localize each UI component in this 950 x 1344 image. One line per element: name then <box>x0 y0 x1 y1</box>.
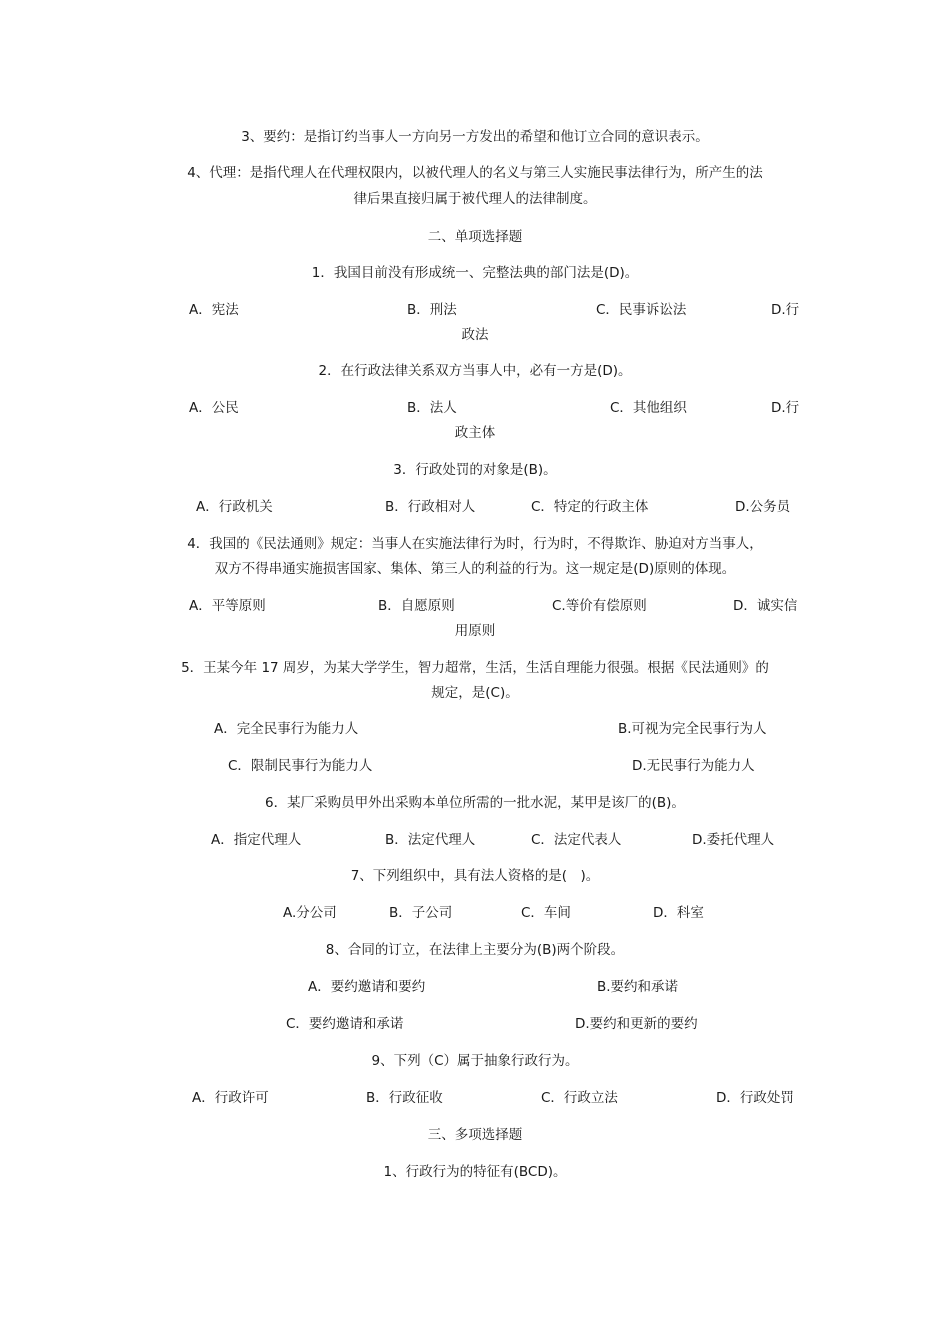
section-title-single-choice: 二、单项选择题 <box>427 229 523 245</box>
q1-option-d: D.行 <box>771 302 800 318</box>
question-4-line1: 4．我国的《民法通则》规定：当事人在实施法律行为时，行为时，不得欺诈、胁迫对方当事人， <box>187 536 763 552</box>
q4-option-d-wrap: 用原则 <box>454 623 496 639</box>
question-5-line2: 规定，是(C)。 <box>431 685 519 701</box>
question-7: 7、下列组织中，具有法人资格的是( )。 <box>350 868 600 884</box>
question-1: 1．我国目前没有形成统一、完整法典的部门法是(D)。 <box>311 265 639 281</box>
q4-option-a: A．平等原则 <box>189 598 266 614</box>
q6-option-d: D.委托代理人 <box>692 832 775 848</box>
q7-option-a: A.分公司 <box>283 905 337 921</box>
q1-option-b: B．刑法 <box>407 302 457 318</box>
q1-option-a: A．宪法 <box>189 302 239 318</box>
q6-option-a: A．指定代理人 <box>211 832 302 848</box>
q5-option-d: D.无民事行为能力人 <box>632 758 755 774</box>
q8-option-d: D.要约和更新的要约 <box>575 1016 698 1032</box>
q3-option-d: D.公务员 <box>735 499 791 515</box>
q6-option-b: B．法定代理人 <box>385 832 476 848</box>
q2-option-b: B．法人 <box>407 400 457 416</box>
section-title-multi-choice: 三、多项选择题 <box>427 1127 523 1143</box>
definition-4-line2: 律后果直接归属于被代理人的法律制度。 <box>353 191 597 207</box>
q7-option-b: B．子公司 <box>389 905 453 921</box>
q4-option-b: B．自愿原则 <box>378 598 455 614</box>
q9-option-b: B．行政征收 <box>366 1090 443 1106</box>
question-5-line1: 5．王某今年 17 周岁，为某大学学生，智力超常，生活，生活自理能力很强。根据《民法通则》的 <box>181 660 769 676</box>
q7-option-c: C．车间 <box>521 905 571 921</box>
q5-option-a: A．完全民事行为能力人 <box>214 721 359 737</box>
multi-question-1: 1、行政行为的特征有(BCD)。 <box>383 1164 567 1180</box>
q9-option-a: A．行政许可 <box>192 1090 269 1106</box>
q5-option-c: C．限制民事行为能力人 <box>228 758 373 774</box>
q9-option-d: D．行政处罚 <box>716 1090 794 1106</box>
question-3: 3．行政处罚的对象是(B)。 <box>393 462 557 478</box>
definition-3: 3、要约：是指订约当事人一方向另一方发出的希望和他订立合同的意识表示。 <box>241 129 709 145</box>
q2-option-c: C．其他组织 <box>610 400 687 416</box>
q3-option-a: A．行政机关 <box>196 499 273 515</box>
q5-option-b: B.可视为完全民事行为人 <box>618 721 767 737</box>
q2-option-d: D.行 <box>771 400 800 416</box>
definition-4-line1: 4、代理：是指代理人在代理权限内，以被代理人的名义与第三人实施民事法律行为，所产生的法 <box>187 165 763 181</box>
q1-option-c: C．民事诉讼法 <box>596 302 687 318</box>
q8-option-c: C．要约邀请和承诺 <box>286 1016 404 1032</box>
q3-option-b: B．行政相对人 <box>385 499 476 515</box>
q7-option-d: D．科室 <box>653 905 704 921</box>
question-6: 6．某厂采购员甲外出采购本单位所需的一批水泥，某甲是该厂的(B)。 <box>265 795 685 811</box>
q8-option-b: B.要约和承诺 <box>597 979 679 995</box>
q4-option-d: D．诚实信 <box>733 598 798 614</box>
q1-option-d-wrap: 政法 <box>461 327 489 343</box>
question-2: 2．在行政法律关系双方当事人中，必有一方是(D)。 <box>318 363 632 379</box>
q6-option-c: C．法定代表人 <box>531 832 622 848</box>
q2-option-d-wrap: 政主体 <box>454 425 496 441</box>
question-4-line2: 双方不得串通实施损害国家、集体、第三人的利益的行为。这一规定是(D)原则的体现。 <box>214 561 736 577</box>
q3-option-c: C．特定的行政主体 <box>531 499 649 515</box>
q4-option-c: C.等价有偿原则 <box>552 598 647 614</box>
question-8: 8、合同的订立，在法律上主要分为(B)两个阶段。 <box>325 942 625 958</box>
question-9: 9、下列（C）属于抽象行政行为。 <box>371 1053 579 1069</box>
q8-option-a: A．要约邀请和要约 <box>308 979 426 995</box>
q2-option-a: A．公民 <box>189 400 239 416</box>
q9-option-c: C．行政立法 <box>541 1090 618 1106</box>
